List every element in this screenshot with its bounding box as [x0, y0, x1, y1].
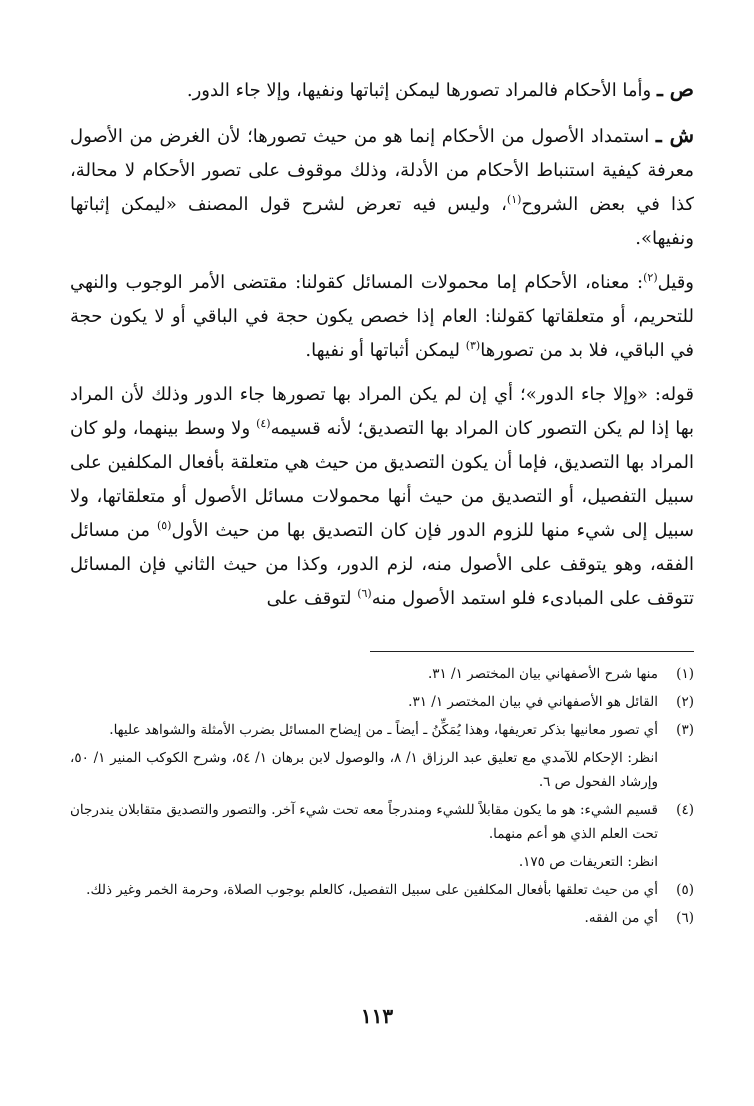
- paragraph-text: لتوقف على: [266, 588, 358, 609]
- footnote-ref[interactable]: (٤): [256, 417, 271, 430]
- paragraph-sharh: [70, 118, 694, 256]
- footnote-number: (١): [676, 666, 694, 682]
- footnote-ref[interactable]: (٣): [465, 339, 481, 352]
- footnote-number: (٢): [676, 694, 694, 710]
- footnote-number: (٦): [676, 910, 694, 926]
- paragraph-text: وقيل: [657, 272, 694, 293]
- paragraph-matn: [70, 72, 694, 108]
- footnote-number: (٤): [676, 802, 694, 818]
- footnotes: [70, 662, 694, 934]
- paragraph-text: من مسائل الفقه، وهو يتوقف على الأصول منه، لزم الدور، وكذا من حيث الثاني فإن المسائل تتوقف على المبادىء فلو استمد الأصول منه: [70, 520, 694, 609]
- sharh-marker: ش ـ: [655, 123, 694, 147]
- footnote-number: (٥): [676, 882, 694, 898]
- footnote-ref[interactable]: (٦): [357, 587, 372, 600]
- footnote-separator: [370, 651, 694, 652]
- paragraph-text: استمداد الأصول من الأحكام إنما هو من حيث تصورها؛ لأن الغرض من الأصول معرفة كيفية استنباط الأحكام من الأدلة، وذلك موقوف على تصور الأحكام لا محالة، كذا في بعض الشروح: [70, 126, 694, 215]
- paragraph-qila: [70, 266, 694, 368]
- footnote-text: القائل هو الأصفهاني في بيان المختصر ١/ ٣١.: [408, 694, 658, 710]
- footnote-number: (٣): [676, 722, 694, 738]
- paragraph-text: وأما الأحكام فالمراد تصورها ليمكن إثباتها ونفيها، وإلا جاء الدور.: [186, 80, 657, 101]
- page-number: ١١٣: [360, 1004, 394, 1028]
- footnote-4: [70, 798, 694, 874]
- footnote-text: انظر: الإحكام للآمدي مع تعليق عبد الرزاق ١/ ٨، والوصول لابن برهان ١/ ٥٤، وشرح الكوكب المنير ١/ ٥٠، وإرشاد الفحول ص ٦.: [70, 750, 658, 790]
- footnote-ref[interactable]: (٢): [643, 271, 658, 284]
- footnote-2: [70, 690, 694, 714]
- footnote-ref[interactable]: (٥): [156, 519, 172, 532]
- paragraph-text: قوله: «وإلا جاء الدور»؛ أي إن لم يكن المراد بها تصورها جاء الدور وذلك لأن المراد بها إذا لم يكن التصور كان المراد بها التصديق؛ لأنه قسيمه: [70, 384, 695, 439]
- footnote-3: [70, 718, 694, 794]
- main-text: [70, 72, 694, 626]
- matn-marker: ص ـ: [656, 77, 694, 101]
- footnote-text: انظر: التعريفات ص ١٧٥.: [518, 854, 658, 870]
- paragraph-text: ليمكن أثباتها أو نفيها.: [305, 340, 466, 361]
- footnote-ref[interactable]: (١): [506, 193, 522, 206]
- paragraph-text: : معناه، الأحكام إما محمولات المسائل كقولنا: مقتضى الأمر الوجوب والنهي للتحريم، أو متعلقاتها كقولنا: العام إذا خصص يكون حجة في الباقي أو لا يكون حجة في الباقي، فلا بد من تصورها: [70, 272, 694, 361]
- paragraph-qawluhu: [70, 378, 694, 616]
- footnote-text: منها شرح الأصفهاني بيان المختصر ١/ ٣١.: [427, 666, 658, 682]
- footnote-text: أي من حيث تعلقها بأفعال المكلفين على سبيل التفصيل، كالعلم بوجوب الصلاة، وحرمة الخمر وغير ذلك.: [86, 882, 658, 898]
- footnote-1: [70, 662, 694, 686]
- paragraph-text: ، وليس فيه تعرض لشرح قول المصنف «ليمكن إثباتها ونفيها».: [70, 194, 694, 249]
- paragraph-text: ولا وسط بينهما، ولو كان المراد بها التصديق، فإما أن يكون التصديق من حيث هي متعلقة بأفعال المكلفين على سبيل التفصيل، أو التصديق من حيث أنها محمولات مسائل الأصول أو متعلقاتها، ولا سبيل إلى شيء منها للزوم الدور فإن كان التصديق بها من حيث الأول: [70, 418, 694, 541]
- footnote-text: قسيم الشيء: هو ما يكون مقابلاً للشيء ومندرجاً معه تحت شيء آخر. والتصور والتصديق متقابلان يندرجان تحت العلم الذي هو أعم منهما.: [70, 802, 658, 842]
- footnote-text: أي من الفقه.: [584, 910, 658, 926]
- footnote-5: [70, 878, 694, 902]
- footnote-text: أي تصور معانيها بذكر تعريفها، وهذا يُمَكِّنُ ـ أيضاً ـ من إيضاح المسائل بضرب الأمثلة والشواهد عليها.: [109, 722, 658, 738]
- footnote-6: [70, 906, 694, 930]
